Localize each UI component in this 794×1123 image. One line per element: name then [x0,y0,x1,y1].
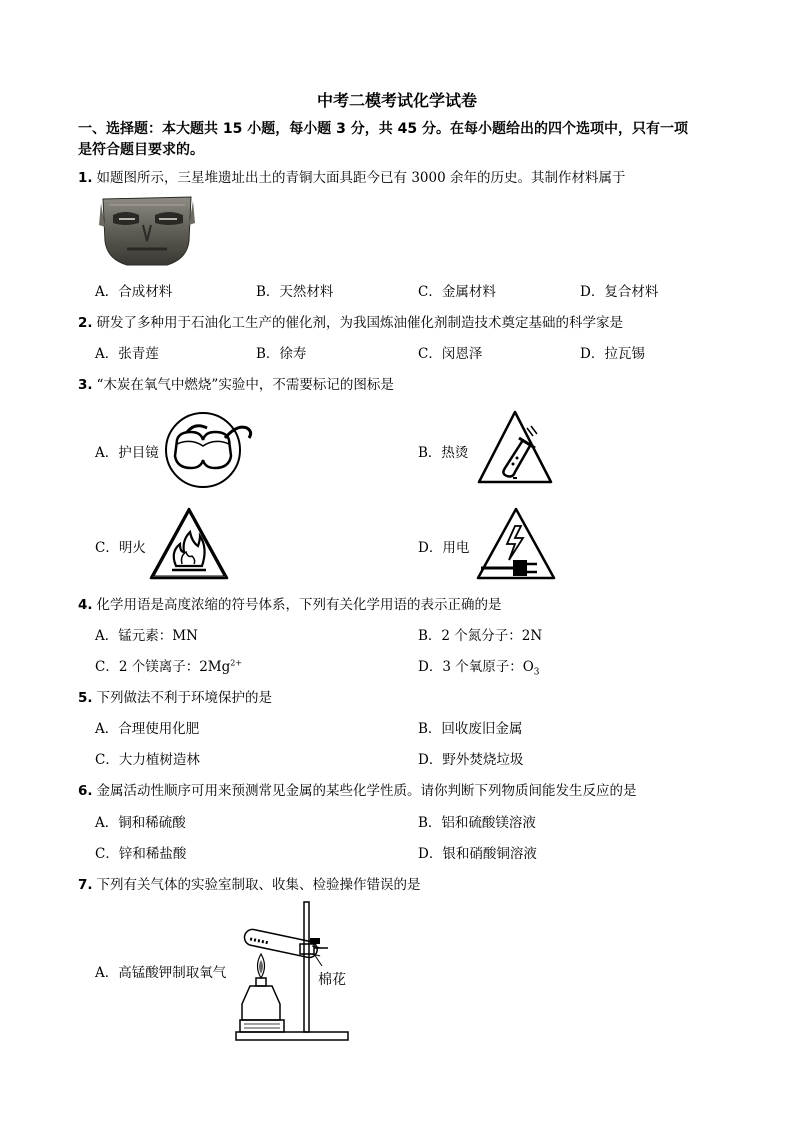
question-number: 5. [78,690,93,706]
q2-option-c: C．闵恩泽 [418,346,483,362]
q6-option-c: C．锌和稀盐酸 [95,846,187,862]
page-title: 中考二模考试化学试卷 [316,91,477,110]
q4-option-d [418,655,540,678]
question-number: 6. [78,783,93,799]
question-number: 3. [78,377,93,393]
q1-option-a: A．合成材料 [95,284,173,300]
q4-option-d-text: D．3 个氧原子：O [418,659,534,675]
q2-option-d: D．拉瓦锡 [580,346,645,362]
q2-option-a: A．张青莲 [95,346,159,362]
q4-option-a: A．锰元素：MN [95,628,198,644]
q1-option-c: C．金属材料 [418,284,496,300]
q5-option-b: B．回收废旧金属 [418,721,523,737]
question-number: 7. [78,877,93,893]
section-header-line1: 一、选择题：本大题共 15 小题，每小题 3 分，共 45 分。在每小题给出的四个选项中，只有一项 [78,121,688,137]
section-header-line2: 是符合题目要求的。 [78,142,204,158]
question-stem: 下列有关气体的实验室制取、收集、检验操作错误的是 [96,877,421,893]
q3-option-a: A．护目镜 [95,445,159,461]
question-4 [78,593,502,613]
question-stem: 研发了多种用于石油化工生产的催化剂，为我国炼油催化剂制造技术奠定基础的科学家是 [96,315,624,331]
electricity-icon [475,506,557,582]
q3-option-b: B．热烫 [418,445,469,461]
bronze-mask-image [97,193,197,269]
q2-option-b: B．徐寿 [256,346,307,362]
q5-option-d: D．野外焚烧垃圾 [418,752,524,768]
q4-option-d-subscript: 3 [533,667,540,678]
hot-surface-icon [475,408,555,488]
question-7 [78,873,421,893]
question-stem: 金属活动性顺序可用来预测常见金属的某些化学性质。请你判断下列物质间能发生反应的是 [96,783,637,799]
q5-option-a: A．合理使用化肥 [95,721,200,737]
question-stem: 下列做法不利于环境保护的是 [96,690,273,706]
q6-option-a: A．铜和稀硫酸 [95,815,186,831]
goggles-icon [165,410,255,490]
question-5 [78,686,272,706]
q1-option-b: B．天然材料 [256,284,334,300]
open-flame-icon [148,506,230,582]
question-stem: 如题图所示，三星堆遗址出土的青铜大面具距今已有 3000 余年的历史。其制作材料属于 [96,170,626,186]
question-1 [78,166,625,186]
cotton-label: 棉花 [318,972,346,988]
test-tube-heating-apparatus [236,898,366,1043]
q6-option-d: D．银和硝酸铜溶液 [418,846,537,862]
q4-option-c-charge: 2+ [230,658,243,668]
q1-option-d: D．复合材料 [580,284,659,300]
question-6 [78,779,637,799]
q4-option-b: B．2 个氮分子：2N [418,628,543,644]
question-stem: 化学用语是高度浓缩的符号体系，下列有关化学用语的表示正确的是 [96,597,502,613]
q4-option-c [95,655,242,675]
q5-option-c: C．大力植树造林 [95,752,200,768]
q4-option-c-text: C．2 个镁离子：2Mg [95,659,231,675]
q6-option-b: B．铝和硫酸镁溶液 [418,815,536,831]
question-number: 2. [78,315,93,331]
question-stem: “木炭在氧气中燃烧”实验中，不需要标记的图标是 [96,377,394,393]
question-number: 1. [78,170,93,186]
question-number: 4. [78,597,93,613]
question-3 [78,373,394,393]
q7-option-a: A．高锰酸钾制取氧气 [95,965,227,981]
q3-option-d: D．用电 [418,540,470,556]
question-2 [78,311,623,331]
q3-option-c: C．明火 [95,540,146,556]
